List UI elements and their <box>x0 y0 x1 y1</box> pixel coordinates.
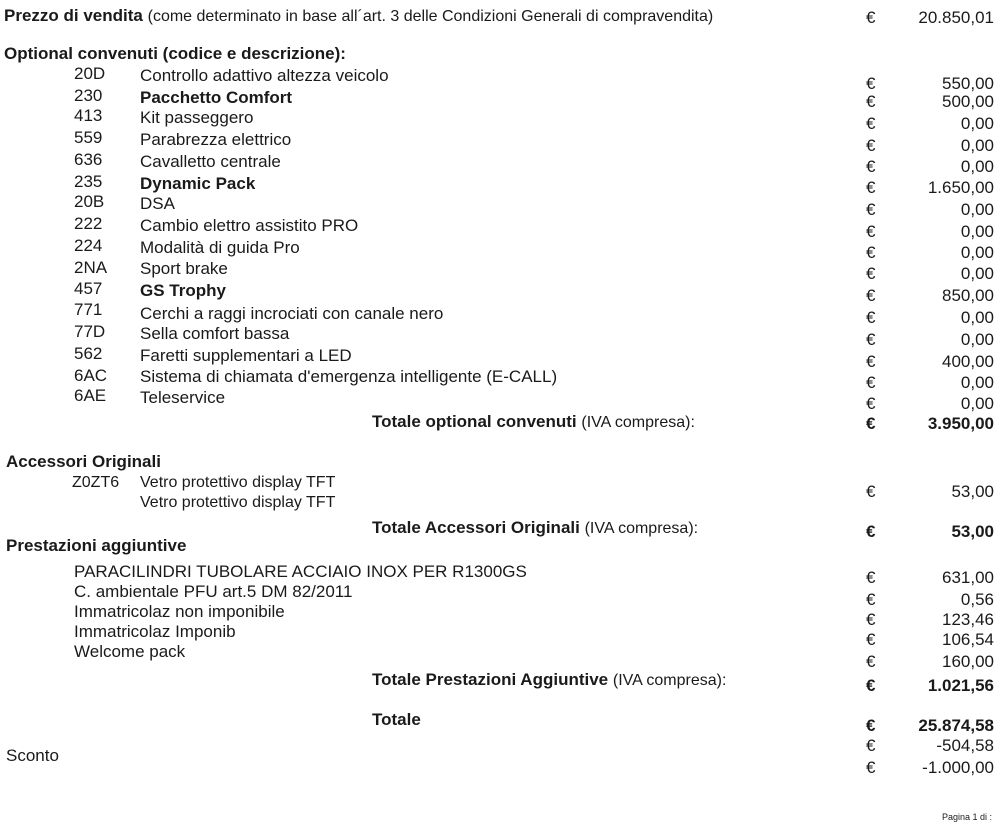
option-code: 222 <box>74 214 103 233</box>
option-currency: € <box>866 178 876 197</box>
option-amount: 850,00 <box>942 286 994 305</box>
grand-total-label: Totale <box>372 710 421 729</box>
option-amount: 0,00 <box>960 394 994 413</box>
services-total-amount: 1.021,56 <box>927 676 994 695</box>
service-currency: € <box>866 568 876 587</box>
option-currency: € <box>866 114 876 133</box>
option-desc: GS Trophy <box>140 281 226 300</box>
option-amount: 0,00 <box>960 136 994 155</box>
option-desc: Controllo adattivo altezza veicolo <box>140 66 389 85</box>
discount-amount: -1.000,00 <box>922 758 994 777</box>
option-code: 2NA <box>74 258 108 277</box>
sale-price-row <box>4 6 713 26</box>
sale-price-note: (come determinato in base all´art. 3 delle Condizioni Generali di compravendita) <box>147 8 714 25</box>
page-number: Pagina 1 di : <box>941 812 992 822</box>
option-currency: € <box>866 136 876 155</box>
option-amount: 0,00 <box>960 264 994 283</box>
option-currency: € <box>866 264 876 283</box>
option-desc: Cavalletto centrale <box>140 152 281 171</box>
option-currency: € <box>866 200 876 219</box>
accessory-desc-repeat: Vetro protettivo display TFT <box>140 494 336 511</box>
option-desc: Sport brake <box>140 259 228 278</box>
option-amount: 400,00 <box>942 352 994 371</box>
accessories-total-amount: 53,00 <box>951 522 994 541</box>
option-code: 20D <box>74 64 106 83</box>
option-desc: Sistema di chiamata d'emergenza intelligente (E-CALL) <box>140 367 558 386</box>
option-currency: € <box>866 330 876 349</box>
sale-price-amount: 20.850,01 <box>918 8 994 27</box>
option-code: 562 <box>74 344 103 363</box>
option-desc: Teleservice <box>140 388 226 407</box>
service-desc: Welcome pack <box>74 642 186 661</box>
accessory-code: Z0ZT6 <box>72 474 120 491</box>
services-total-currency: € <box>866 676 876 695</box>
option-desc: Parabrezza elettrico <box>140 130 292 149</box>
option-amount: 0,00 <box>960 308 994 327</box>
option-code: 77D <box>74 322 106 341</box>
accessories-total-note: (IVA compresa): <box>584 520 699 537</box>
accessory-currency: € <box>866 482 876 501</box>
optionals-heading: Optional convenuti (codice e descrizione): <box>4 44 346 63</box>
services-total-label: Totale Prestazioni Aggiuntive <box>372 670 609 689</box>
option-currency: € <box>866 352 876 371</box>
option-amount: 500,00 <box>942 92 994 111</box>
option-code: 457 <box>74 279 103 298</box>
option-currency: € <box>866 222 876 241</box>
grand-total-currency: € <box>866 716 876 735</box>
option-code: 20B <box>74 192 105 211</box>
discount-amount: -504,58 <box>936 736 994 755</box>
services-total-row <box>372 670 726 690</box>
discount-currency: € <box>866 736 876 755</box>
option-amount: 1.650,00 <box>927 178 994 197</box>
option-desc: Modalità di guida Pro <box>140 238 300 257</box>
option-desc: DSA <box>140 194 175 213</box>
option-desc: Cerchi a raggi incrociati con canale nero <box>140 304 444 323</box>
option-code: 771 <box>74 300 103 319</box>
accessory-desc: Vetro protettivo display TFT <box>140 474 336 491</box>
option-currency: € <box>866 308 876 327</box>
service-desc: Immatricolaz non imponibile <box>74 602 285 621</box>
option-code: 230 <box>74 86 103 105</box>
option-currency: € <box>866 74 876 93</box>
service-amount: 123,46 <box>942 610 994 629</box>
option-desc: Pacchetto Comfort <box>140 88 293 107</box>
option-code: 636 <box>74 150 103 169</box>
service-amount: 0,56 <box>960 590 994 609</box>
service-desc: PARACILINDRI TUBOLARE ACCIAIO INOX PER R1300GS <box>74 562 527 581</box>
option-code: 224 <box>74 236 103 255</box>
option-currency: € <box>866 286 876 305</box>
optionals-total-currency: € <box>866 414 876 433</box>
service-currency: € <box>866 630 876 649</box>
option-amount: 0,00 <box>960 222 994 241</box>
service-amount: 631,00 <box>942 568 994 587</box>
accessories-total-row <box>372 518 698 538</box>
option-desc: Sella comfort bassa <box>140 324 290 343</box>
option-desc: Faretti supplementari a LED <box>140 346 352 365</box>
option-code: 559 <box>74 128 103 147</box>
option-amount: 0,00 <box>960 114 994 133</box>
option-currency: € <box>866 92 876 111</box>
service-currency: € <box>866 590 876 609</box>
option-code: 6AE <box>74 386 107 405</box>
accessory-amount: 53,00 <box>951 482 994 501</box>
discount-currency: € <box>866 758 876 777</box>
option-currency: € <box>866 243 876 262</box>
accessories-total-currency: € <box>866 522 876 541</box>
option-code: 6AC <box>74 366 108 385</box>
grand-total-amount: 25.874,58 <box>918 716 994 735</box>
option-amount: 0,00 <box>960 243 994 262</box>
option-amount: 0,00 <box>960 330 994 349</box>
option-code: 413 <box>74 106 103 125</box>
option-amount: 0,00 <box>960 373 994 392</box>
optionals-total-row <box>372 412 695 432</box>
option-currency: € <box>866 394 876 413</box>
option-desc: Cambio elettro assistito PRO <box>140 216 359 235</box>
service-amount: 106,54 <box>942 630 994 649</box>
option-currency: € <box>866 157 876 176</box>
optionals-total-label: Totale optional convenuti <box>372 412 577 431</box>
sale-price-currency: € <box>866 8 876 27</box>
accessories-total-label: Totale Accessori Originali <box>372 518 580 537</box>
option-amount: 0,00 <box>960 200 994 219</box>
option-currency: € <box>866 373 876 392</box>
option-desc: Dynamic Pack <box>140 174 256 193</box>
services-total-note: (IVA compresa): <box>612 672 727 689</box>
service-currency: € <box>866 610 876 629</box>
discount-label: Sconto <box>6 746 59 765</box>
accessories-heading: Accessori Originali <box>6 452 161 471</box>
service-desc: C. ambientale PFU art.5 DM 82/2011 <box>74 582 353 601</box>
option-amount: 0,00 <box>960 157 994 176</box>
option-code: 235 <box>74 172 103 191</box>
service-desc: Immatricolaz Imponib <box>74 622 236 641</box>
service-amount: 160,00 <box>942 652 994 671</box>
option-desc: Kit passeggero <box>140 108 254 127</box>
optionals-total-note: (IVA compresa): <box>581 414 695 431</box>
service-currency: € <box>866 652 876 671</box>
option-amount: 550,00 <box>942 74 994 93</box>
optionals-total-amount: 3.950,00 <box>927 414 994 433</box>
sale-price-label: Prezzo di vendita <box>4 6 143 25</box>
services-heading: Prestazioni aggiuntive <box>6 536 187 555</box>
